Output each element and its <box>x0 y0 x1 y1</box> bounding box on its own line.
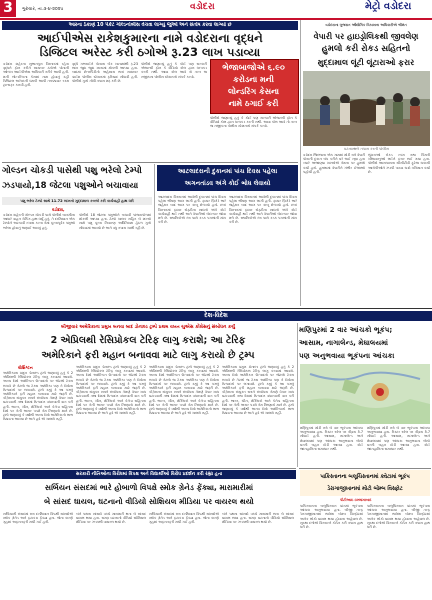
serbia-body-col3: સર્બિયાની સંસદમાં સત્ર દરમિયાન વિપક્ષી સાંસદોએ સ્મોક ગ્રેનેડ અને ફટાકડા ફેંક્યા હતા. જેના કારણે ગૃહમાં અફરાતફરી મચી ગઈ હતી. <box>149 512 219 525</box>
pak-dateline: પીટીઆઇ ઇસ્લામાબાદ <box>340 498 372 502</box>
pak-headline-line1: પાકિસ્તાનના બલૂચિસ્તાનમાં ક્વેટામાં ભૂકંપ <box>320 474 410 480</box>
story4-headline-line2: હુમલો કરી રોકડ સહિતનો <box>321 44 411 54</box>
rule <box>0 468 296 469</box>
date-line: ગુરુવાર, તા.૩-૪-૨૦૨૫ <box>22 7 64 12</box>
serbia-body-col4: બંને પક્ષના સાંસદો વચ્ચે મારામારી થતા બે સાંસદ ઘાયલ થયા હતા. સમગ્ર ઘટનાનો વીડિયો સોશિયલ મીડિયા પર ઝડપથી વાયરલ થયો છે. <box>222 512 294 525</box>
header-rule <box>0 18 432 20</box>
story1-body-col3: પોલીસે જણાવ્યું હતું કે કોઈ પણ સરકારી એજન્સી ફોન કે વીડિયો કોલ દ્વારા ધરપકડ કરતી નથી. આવા કોલ આવે તો તરત જ નજીકના પોલીસ સ્ટેશનનો સંપર્ક કરવો. <box>141 62 207 79</box>
story3-body-col1: આટલાદરા વિસ્તારમાં આવેલી દુકાનમાં પાંચ દિવસ પહેલા ભીષણ આગ લાગી હતી. ફાયર બ્રિગેડે ભારે જહેમત બાદ આગ પર કાબૂ મેળવ્યો હતો. છતાં વિસ્તારમાં ફાયર સેફ્ટીના સાધનો અંગે કોઈ કાર્યવાહી થઈ નથી અને વેપારીઓ બેદરકાર જોવા મળે છે. સ્થાનિકોએ તંત્ર પાસે કડક પગલાંની માંગ કરી છે. <box>158 195 226 225</box>
pak-body-col2: પાકિસ્તાનના બલૂચિસ્તાન પ્રાંતમાં ભૂકંપના આંચકા અનુભવાયા હતા. બીજી તરફ ડેરાગાજીખાનમાં થયેલા બોમ્બ વિસ્ફોટમાં અનેક લોકો ઘાયલ થયા હોવાના અહેવાલ છે. સુરક્ષા દળોએ વિસ્તારને કોર્ડન કરી તપાસ હાથ ધરી છે. <box>367 504 430 530</box>
quake-headline-line1: મણિપુરમાં 2 વાર આંચકો ભૂકંપ; <box>299 325 393 334</box>
photo-caption: ઘટનાસ્થળે તપાસ કરતી પોલીસ <box>344 147 389 151</box>
world-body-col4: અમેરિકાના પ્રમુખ ડોનાલ્ડ ટ્રમ્પે જણાવ્યું હતું કે 2 એપ્રિલથી રેસિપ્રોકલ ટેરિફ લાગુ કરવામાં આવશે. અન્ય દેશો અમેરિકન ઉત્પાદનો પર જેટલો ટેક્સ લગાવે છે તેટલો જ ટેક્સ અમેરિકા પણ તે દેશોના ઉત્પાદનો પર લગાવશે. ટ્રમ્પે કહ્યું કે આ પગલું અમેરિકાને ફરી મહાન બનાવવા માટે જરૂરી છે. કોંગ્રેસના સંયુક્ત સત્રને સંબોધતા તેમણે વેપાર ખાધ ઘટાડવાની તથા દેશમાં ઉત્પાદન વધારવાની વાત કરી હતી. ભારત, ચીન, મેક્સિકો અને કેનેડા સહિતના દેશો પર તેની અસર પડશે તેમ નિષ્ણાતો માને છે. ટ્રમ્પે જણાવ્યું કે વર્ષોથી અન્ય દેશો અમેરિકાનો લાભ ઉઠાવતા આવ્યા છે અને હવે એ ચાલશે નહીં. <box>222 365 294 416</box>
pak-body-col1: પાકિસ્તાનના બલૂચિસ્તાન પ્રાંતમાં ભૂકંપના આંચકા અનુભવાયા હતા. બીજી તરફ ડેરાગાજીખાનમાં થયેલા બોમ્બ વિસ્ફોટમાં અનેક લોકો ઘાયલ થયા હોવાના અહેવાલ છે. સુરક્ષા દળોએ વિસ્તારને કોર્ડન કરી તપાસ હાથ ધરી છે. <box>300 504 363 530</box>
story2-subhead: પશુ ભરેલ ટેમ્પો સાથે 11.72 લાખનો મુદ્દામાલ કબજે કરી કાર્યવાહી હાથ ધરી <box>20 199 134 203</box>
rule <box>299 468 431 469</box>
story1-body-col2: વૃદ્ધે ગભરાઈને પોતાના બેંક ખાતામાંથી રૂ.23 લાખ જુદા જુદા ખાતામાં મોકલી આપ્યા હતા. બાદમાં છેતરપિંડીનો અહેસાસ થતાં સાયબર ક્રાઈમ પોલીસ સ્ટેશનમાં ફરિયાદ નોંધાવી હતી. પોલીસે ગુનો નોંધી તપાસ શરૂ કરી છે. <box>72 62 138 83</box>
quake-body-col1: મણિપુરમાં મોડી રાત્રે બે વાર ભૂકંપના આંચકા અનુભવાયા હતા. રિક્ટર સ્કેલ પર તીવ્રતા 5.7 નોંધાઈ હતી. આસામ, નાગાલેન્ડ અને મેઘાલયમાં પણ આંચકા અનુભવાતા લોકો ઘરની બહાર દોડી આવ્યા હતા. કોઈ જાનહાનિના સમાચાર નથી. <box>300 426 363 452</box>
story2-dateline: વડોદરા, <box>52 207 65 212</box>
page-number-badge: 3 <box>0 0 16 17</box>
world-headline-line2: અમેરિકાને ફરી મહાન બનાવવા માટે લાગુ કરાયો છે ટ્રમ્પ <box>41 350 255 361</box>
world-body-col1: અમેરિકાના પ્રમુખ ડોનાલ્ડ ટ્રમ્પે જણાવ્યું હતું કે 2 એપ્રિલથી રેસિપ્રોકલ ટેરિફ લાગુ કરવામાં આવશે. અન્ય દેશો અમેરિકન ઉત્પાદનો પર જેટલો ટેક્સ લગાવે છે તેટલો જ ટેક્સ અમેરિકા પણ તે દેશોના ઉત્પાદનો પર લગાવશે. ટ્રમ્પે કહ્યું કે આ પગલું અમેરિકાને ફરી મહાન બનાવવા માટે જરૂરી છે. કોંગ્રેસના સંયુક્ત સત્રને સંબોધતા તેમણે વેપાર ખાધ ઘટાડવાની તથા દેશમાં ઉત્પાદન વધારવાની વાત કરી હતી. ભારત, ચીન, મેક્સિકો અને કેનેડા સહિતના દેશો પર તેની અસર પડશે તેમ નિષ્ણાતો માને છે. ટ્રમ્પે જણાવ્યું કે વર્ષોથી અન્ય દેશો અમેરિકાનો લાભ ઉઠાવતા આવ્યા છે અને હવે એ ચાલશે નહીં. <box>3 371 73 422</box>
highlight-box-line1: ભેજાબાજોએ ૬.૯૦ <box>222 63 285 72</box>
story4-body-col1: વડોદરા જિલ્લાના એક ગામમાં મોડી રાત્રે વેપારી પોતાની દુકાન બંધ કરીને ઘરે જઈ રહ્યા હતા ત્યારે અજાણ્યા શખ્સોએ તેમના પર હુમલો કર્યો હતો. હુમલામાં વેપારીને ગંભીર ઈજાઓ પહોંચી હતી. <box>303 153 365 174</box>
story1-headline-line1: આઈપીએસ રાકેશકુમારના નામે વડોદરાના વૃદ્ધને <box>37 31 263 45</box>
quake-headline-line2: આસામ, નાગાલેન્ડ, મેઘાલયમાં <box>299 338 389 347</box>
story1-body-col1: વડોદરા શહેરના સુભાનપુરા વિસ્તારમાં રહેતા વૃદ્ધને ફોન કરીને સાયબર ઠગોએ પોતાની ઓળખ આઈપીએસ અધિકારી તરીકે આપી હતી. મની લોન્ડરિંગના કેસમાં નામ હોવાનું કહી ડિજિટલ અરેસ્ટની ધમકી આપી તબક્કાવાર રકમ ટ્રાન્સફર કરાવી હતી. <box>3 62 69 88</box>
highlight-box-line2: કરોડના મની <box>233 75 274 84</box>
highlight-box-line4: નામે ઠગાઈ કરી <box>228 99 279 108</box>
pak-headline-line2: ડેરાગાજીખાનમાં મોટો બોમ્બ વિસ્ફોટ <box>327 486 403 492</box>
world-body-col2: અમેરિકાના પ્રમુખ ડોનાલ્ડ ટ્રમ્પે જણાવ્યું હતું કે 2 એપ્રિલથી રેસિપ્રોકલ ટેરિફ લાગુ કરવામાં આવશે. અન્ય દેશો અમેરિકન ઉત્પાદનો પર જેટલો ટેક્સ લગાવે છે તેટલો જ ટેક્સ અમેરિકા પણ તે દેશોના ઉત્પાદનો પર લગાવશે. ટ્રમ્પે કહ્યું કે આ પગલું અમેરિકાને ફરી મહાન બનાવવા માટે જરૂરી છે. કોંગ્રેસના સંયુક્ત સત્રને સંબોધતા તેમણે વેપાર ખાધ ઘટાડવાની તથા દેશમાં ઉત્પાદન વધારવાની વાત કરી હતી. ભારત, ચીન, મેક્સિકો અને કેનેડા સહિતના દેશો પર તેની અસર પડશે તેમ નિષ્ણાતો માને છે. ટ્રમ્પે જણાવ્યું કે વર્ષોથી અન્ય દેશો અમેરિકાનો લાભ ઉઠાવતા આવ્યા છે અને હવે એ ચાલશે નહીં. <box>76 365 146 416</box>
column-rule <box>154 164 155 306</box>
serbia-body-col1: સર્બિયાની સંસદમાં સત્ર દરમિયાન વિપક્ષી સાંસદોએ સ્મોક ગ્રેનેડ અને ફટાકડા ફેંક્યા હતા. જેના કારણે ગૃહમાં અફરાતફરી મચી ગઈ હતી. <box>3 512 73 525</box>
section-title: વડોદરા <box>190 2 215 12</box>
story4-headline-line3: મુદ્દામાલ લૂંટી લૂંટારાઓ ફરાર <box>317 58 415 67</box>
map-graphic <box>300 364 430 424</box>
story2-body-col2: પોલીસે 18 જેટલા પશુઓને બચાવી પાંજરાપોળમાં મોકલી આપ્યા હતા. ટેમ્પો ચાલક સહિત બે શખ્સો સામે પશુ ક્રૂરતા નિવારણ અધિનિયમ હેઠળ ગુનો નોંધવામાં આવ્યો છે અને વધુ તપાસ ચાલી રહી છે. <box>79 213 151 230</box>
serbia-headline-line2: બે સાંસદ ઘાયલ, ઘટનાનો વીડિયો સોશિયલ મીડિયા પર વાયરલ થયો <box>44 497 254 506</box>
story1-kicker: આરના ઠેકાણે 10 પેકેટ ગોલ્ડનોબીસ વેચવા લાગ્યું જુઓ અને સંતોષ કરવા લાગ્યો છે <box>68 23 232 28</box>
story3-headline-line1: આટલાદરાની દુકાનમાં પાંચ દિવસ પહેલા <box>177 168 278 175</box>
story4-kicker: વડોદરાના ગુજરાત ઔદ્યોગિક વિકાસના અધિકારીએ શ્રીમંત <box>325 23 407 27</box>
story1-headline-line2: ડિજિટલ અરેસ્ટ કરી ઠગોએ રૂ.23 લાખ પડાવ્યા <box>39 45 261 59</box>
story2-body-col1: વડોદરા શહેરની ગોલ્ડન ચોકડી પાસે પોલીસે બાતમીના આધારે વાહન ચેકિંગ હાથ ધર્યું હતું. તે દરમિયાન એક ટેમ્પોને અટકાવી તપાસ કરતા તેમાં ક્રૂરતાપૂર્વક પશુઓ ભરેલા હોવાનું જણાઈ આવ્યું હતું. <box>3 213 75 230</box>
serbia-kicker: સરકારી નીતિઓના વિરોધમાં વિપક્ષ અને વિદ્યાર્થીઓ વિરોધ પ્રદર્શન કરી રહ્યા હતા <box>75 472 223 477</box>
serbia-body-col2: બંને પક્ષના સાંસદો વચ્ચે મારામારી થતા બે સાંસદ ઘાયલ થયા હતા. સમગ્ર ઘટનાનો વીડિયો સોશિયલ મીડિયા પર ઝડપથી વાયરલ થયો છે. <box>76 512 146 525</box>
serbia-headline-line1: સર્બિયન સંસદમાં ભારે હોબાળો વિપક્ષે સ્મોક ગ્રેનેડ ફેંક્યા, મારામારીમાં <box>44 483 254 492</box>
column-rule <box>300 20 301 306</box>
quake-headline-line3: પણ અનુભવાયા ભૂકંપના આંચકા <box>299 351 395 360</box>
section-band-title: દેશ-વિદેશ <box>204 312 228 319</box>
story4-headline-line1: વેપારી પર હાઇડ્રોલિકથી જીવલેણ <box>313 32 419 41</box>
story2-headline-line2: ઝડપાયો,18 જેટલા પશુઓને બચાવાયા <box>2 181 139 191</box>
column-rule <box>297 323 298 467</box>
story3-headline-line2: અગનતાંડવ અંગે કોઈ બોધ લેવાયો <box>184 180 271 187</box>
story2-headline-line1: ગોલ્ડન ચોકડી પાસેથી પશુ ભરેલો ટેમ્પો <box>2 166 142 176</box>
rule <box>2 162 298 163</box>
quake-body-col2: મણિપુરમાં મોડી રાત્રે બે વાર ભૂકંપના આંચકા અનુભવાયા હતા. રિક્ટર સ્કેલ પર તીવ્રતા 5.7 નોંધાઈ હતી. આસામ, નાગાલેન્ડ અને મેઘાલયમાં પણ આંચકા અનુભવાતા લોકો ઘરની બહાર દોડી આવ્યા હતા. કોઈ જાનહાનિના સમાચાર નથી. <box>367 426 430 452</box>
section-rule <box>0 308 432 309</box>
world-headline-line1: 2 એપ્રિલથી રેસિપ્રોકલ ટેરિફ લાગુ કરાશે; આ ટેરિફ <box>50 335 246 346</box>
story3-body-col2: આટલાદરા વિસ્તારમાં આવેલી દુકાનમાં પાંચ દિવસ પહેલા ભીષણ આગ લાગી હતી. ફાયર બ્રિગેડે ભારે જહેમત બાદ આગ પર કાબૂ મેળવ્યો હતો. છતાં વિસ્તારમાં ફાયર સેફ્ટીના સાધનો અંગે કોઈ કાર્યવાહી થઈ નથી અને વેપારીઓ બેદરકાર જોવા મળે છે. સ્થાનિકોએ તંત્ર પાસે કડક પગલાંની માંગ કરી છે. <box>229 195 297 225</box>
world-dateline: વોશિંગ્ટન <box>18 365 33 370</box>
masthead: મેટ્રો વડોદરા <box>365 1 412 12</box>
story1-body-col4: પોલીસે જણાવ્યું હતું કે કોઈ પણ સરકારી એજન્સી ફોન કે વીડિયો કોલ દ્વારા ધરપકડ કરતી નથી. આવા કોલ આવે તો તરત જ નજીકના પોલીસ સ્ટેશનનો સંપર્ક કરવો. <box>210 116 297 129</box>
world-kicker: બીજીવાર અમેરિકાના પ્રમુખ બનવા બાદ ડોનાલ્ડ ટ્રમ્પે પ્રથમ વખત યુએસ કોંગ્રેસનું સંબોધન કર્યું <box>60 325 236 330</box>
world-body-col3: અમેરિકાના પ્રમુખ ડોનાલ્ડ ટ્રમ્પે જણાવ્યું હતું કે 2 એપ્રિલથી રેસિપ્રોકલ ટેરિફ લાગુ કરવામાં આવશે. અન્ય દેશો અમેરિકન ઉત્પાદનો પર જેટલો ટેક્સ લગાવે છે તેટલો જ ટેક્સ અમેરિકા પણ તે દેશોના ઉત્પાદનો પર લગાવશે. ટ્રમ્પે કહ્યું કે આ પગલું અમેરિકાને ફરી મહાન બનાવવા માટે જરૂરી છે. કોંગ્રેસના સંયુક્ત સત્રને સંબોધતા તેમણે વેપાર ખાધ ઘટાડવાની તથા દેશમાં ઉત્પાદન વધારવાની વાત કરી હતી. ભારત, ચીન, મેક્સિકો અને કેનેડા સહિતના દેશો પર તેની અસર પડશે તેમ નિષ્ણાતો માને છે. ટ્રમ્પે જણાવ્યું કે વર્ષોથી અન્ય દેશો અમેરિકાનો લાભ ઉઠાવતા આવ્યા છે અને હવે એ ચાલશે નહીં. <box>149 365 219 416</box>
story4-body-col2: લૂંટારાઓ રોકડ રકમ તથા કિંમતી ચીજવસ્તુઓ લઈને ફરાર થઈ ગયા હતા. પોલીસે આસપાસના સીસીટીવી ફૂટેજ ચકાસી આરોપીઓને ઝડપી પાડવા ચક્રો ગતિમાન કર્યા છે. <box>368 153 430 174</box>
news-photo <box>303 71 430 146</box>
highlight-box-line3: લોન્ડરિંગ કેસના <box>227 87 280 96</box>
